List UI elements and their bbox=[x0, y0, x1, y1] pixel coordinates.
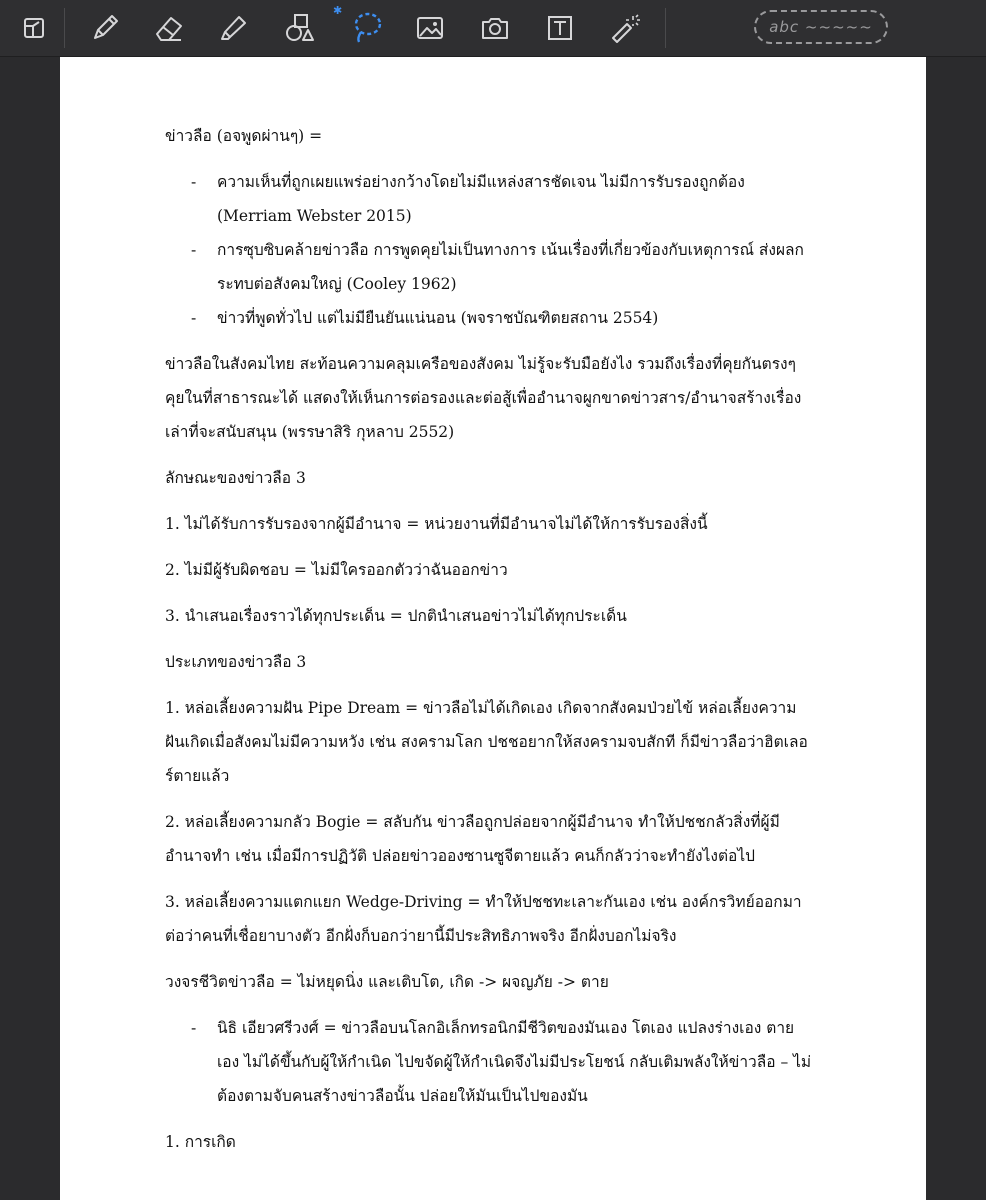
toolbar bbox=[0, 0, 986, 57]
paragraph: วงจรชีวิตข่าวลือ = ไม่หยุดนิ่ง และเติบโต, เกิด -> ผจญภัย -> ตาย bbox=[165, 973, 609, 991]
lasso-tool-button[interactable] bbox=[344, 6, 388, 50]
document-page[interactable] bbox=[60, 57, 926, 1200]
page-layout-button[interactable] bbox=[12, 6, 56, 50]
image-icon bbox=[413, 11, 447, 45]
pen-tool-button[interactable] bbox=[82, 6, 126, 50]
handwriting-input-toggle[interactable] bbox=[754, 10, 888, 44]
handwriting-placeholder: abc ~~~~~ bbox=[769, 18, 873, 36]
section-heading: ลักษณะของข่าวลือ 3 bbox=[165, 469, 306, 487]
highlighter-tool-button[interactable] bbox=[212, 6, 256, 50]
text-box-icon bbox=[543, 11, 577, 45]
document-content bbox=[165, 119, 815, 1171]
eraser-tool-button[interactable] bbox=[147, 6, 191, 50]
paragraph: 1. หล่อเลี้ยงความฝัน Pipe Dream = ข่าวลือไม่ได้เกิดเอง เกิดจากสังคมป่วยไข้ หล่อเลี้ยงความฝันเกิดเมื่อสังคมไม่มีความหวัง เช่น สงครามโลก ปชชอยากให้สงครามจบสักที ก็มีข่าวลือว่าฮิตเลอร์ตายแล้ว bbox=[165, 699, 808, 785]
shapes-icon bbox=[281, 10, 317, 46]
laser-pointer-icon bbox=[607, 10, 643, 46]
paragraph: 1. การเกิด bbox=[165, 1133, 236, 1151]
bullet-list bbox=[165, 1011, 815, 1113]
section-heading: ประเภทของข่าวลือ 3 bbox=[165, 653, 307, 671]
paragraph: 1. ไม่ได้รับการรับรองจากผู้มีอำนาจ = หน่วยงานที่มีอำนาจไม่ได้ให้การรับรองสิ่งนี้ bbox=[165, 515, 708, 533]
laser-pointer-tool-button[interactable] bbox=[603, 6, 647, 50]
image-tool-button[interactable] bbox=[408, 6, 452, 50]
shapes-tool-button[interactable] bbox=[277, 6, 321, 50]
list-item: - นิธิ เอียวศรีวงศ์ = ข่าวลือบนโลกอิเล็กทรอนิกมีชีวิตของมันเอง โตเอง แปลงร่างเอง ตายเอง ไม่ได้ขึ้นกับผู้ให้กำเนิด ไปขจัดผู้ให้กำเนิดจึงไม่มีประโยชน์ กลับเติมพลังให้ข่าวลือ – ไม่ต้องตามจับคนสร้างข่าวลือนั้น ปล่อยให้มันเป็นไปของมัน bbox=[165, 1011, 815, 1113]
toolbar-divider bbox=[665, 8, 666, 48]
bluetooth-icon: ✱ bbox=[333, 4, 343, 17]
bullet-list bbox=[165, 165, 815, 335]
paragraph: ข่าวลือในสังคมไทย สะท้อนความคลุมเครือของสังคม ไม่รู้จะรับมือยังไง รวมถึงเรื่องที่คุยกันตรงๆ คุยในที่สาธารณะได้ แสดงให้เห็นการต่อรองและต่อสู้เพื่ออำนาจผูกขาดข่าวสาร/อำนาจสร้างเรื่องเล่าที่จะสนับสนุน (พรรษาสิริ กุหลาบ 2552) bbox=[165, 355, 802, 441]
camera-tool-button[interactable] bbox=[473, 6, 517, 50]
list-item: - ข่าวที่พูดทั่วไป แต่ไม่มียืนยันแน่นอน (พจราชบัณฑิตยสถาน 2554) bbox=[165, 301, 815, 335]
list-item: - ความเห็นที่ถูกเผยแพร่อย่างกว้างโดยไม่มีแหล่งสารชัดเจน ไม่มีการรับรองถูกต้อง (Merriam Webster 2015) bbox=[165, 165, 815, 233]
text-box-tool-button[interactable] bbox=[538, 6, 582, 50]
eraser-icon bbox=[151, 10, 187, 46]
toolbar-divider bbox=[64, 8, 65, 48]
highlighter-icon bbox=[216, 10, 252, 46]
pen-icon bbox=[87, 11, 121, 45]
lasso-icon bbox=[347, 9, 385, 47]
paragraph: ข่าวลือ (อจพูดผ่านๆ) = bbox=[165, 127, 323, 145]
page-layout-icon bbox=[19, 13, 49, 43]
paragraph: 2. หล่อเลี้ยงความกลัว Bogie = สลับกัน ข่าวลือถูกปล่อยจากผู้มีอำนาจ ทำให้ปชชกลัวสิ่งที่ผู้มีอำนาจทำ เช่น เมื่อมีการปฏิวัติ ปล่อยข่าวอองซานซูจีตายแล้ว คนก็กลัวว่าจะทำยังไงต่อไป bbox=[165, 813, 780, 865]
list-item: - การซุบซิบคล้ายข่าวลือ การพูดคุยไม่เป็นทางการ เน้นเรื่องที่เกี่ยวข้องกับเหตุการณ์ ส่งผลกระทบต่อสังคมใหญ่ (Cooley 1962) bbox=[165, 233, 815, 301]
paragraph: 3. หล่อเลี้ยงความแตกแยก Wedge-Driving = ทำให้ปชชทะเลาะกันเอง เช่น องค์กรวิทย์ออกมาต่อว่าคนที่เชื่อยาบางตัว อีกฝั่งก็บอกว่ายานี้มีประสิทธิภาพจริง อีกฝั่งบอกไม่จริง bbox=[165, 893, 802, 945]
paragraph: 3. นำเสนอเรื่องราวได้ทุกประเด็น = ปกตินำเสนอข่าวไม่ได้ทุกประเด็น bbox=[165, 607, 627, 625]
paragraph: 2. ไม่มีผู้รับผิดชอบ = ไม่มีใครออกตัวว่าฉันออกข่าว bbox=[165, 561, 508, 579]
camera-icon bbox=[478, 11, 512, 45]
